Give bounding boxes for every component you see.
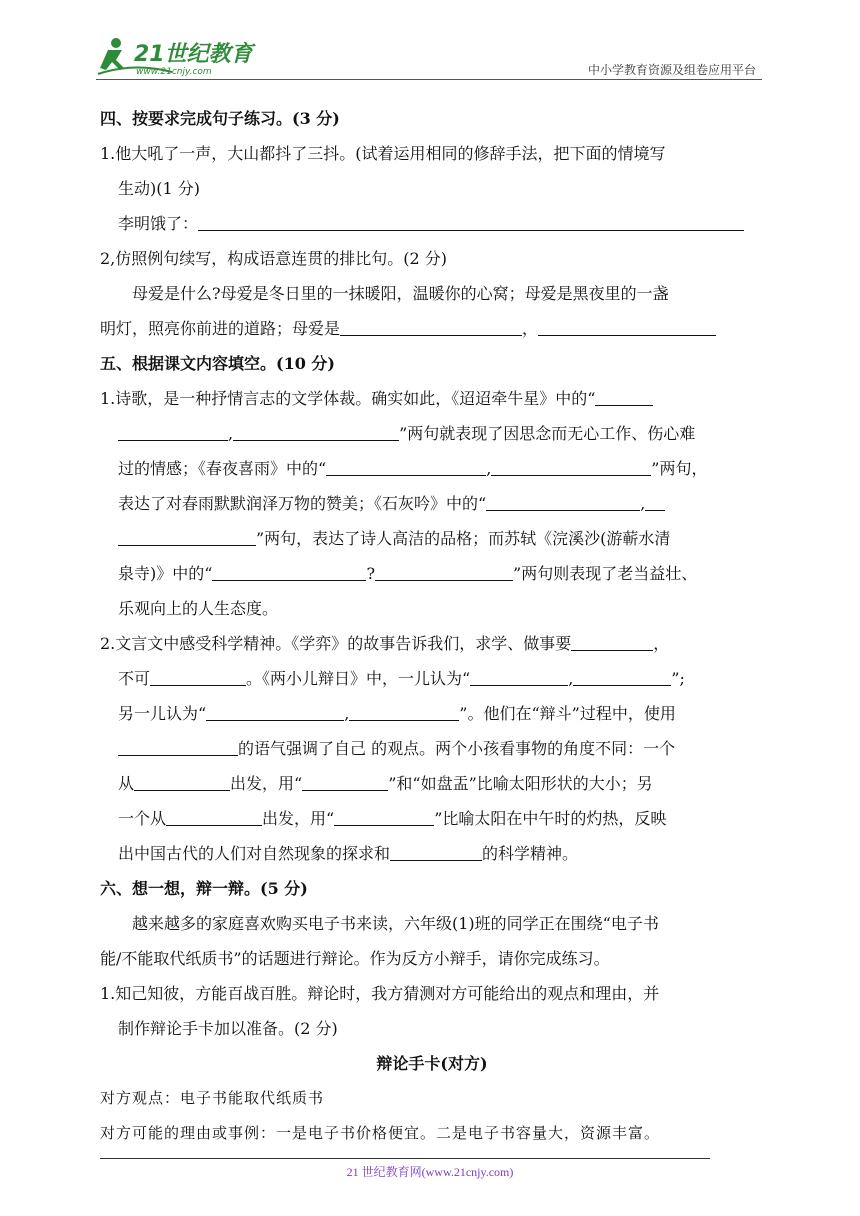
answer-blank[interactable] bbox=[118, 523, 256, 546]
section-4-title: 四、按要求完成句子练习。(3 分) bbox=[100, 109, 340, 128]
answer-blank[interactable] bbox=[595, 383, 653, 406]
sec5-q2-line7: 出中国古代的人们对自然现象的探求和 的科学精神。 bbox=[100, 836, 764, 871]
answer-blank[interactable] bbox=[491, 453, 651, 476]
answer-blank[interactable] bbox=[573, 663, 671, 686]
sec5-q1-line1: 1.诗歌，是一种抒情言志的文学体裁。确实如此，《迢迢牵牛星》中的“ bbox=[100, 381, 764, 416]
sec5-q2-line5: 从 出发，用“ ”和“如盘盂”比喻太阳形状的大小；另 bbox=[100, 766, 764, 801]
site-logo bbox=[94, 34, 264, 80]
header-divider bbox=[96, 79, 762, 80]
answer-blank[interactable] bbox=[233, 418, 399, 441]
sec5-q2-line2: 不可 。《两小儿辩日》中，一儿认为“ , ”; bbox=[100, 661, 764, 696]
sec5-q1-line7: 乐观向上的人生态度。 bbox=[118, 599, 279, 618]
answer-blank[interactable] bbox=[340, 313, 522, 336]
footer-divider bbox=[100, 1158, 710, 1159]
sec5-q1-line5: ”两句，表达了诗人高洁的品格；而苏轼《浣溪沙(游蕲水清 bbox=[100, 521, 764, 556]
sec5-q2-line3: 另一儿认为“ , ”。他们在“辩斗”过程中，使用 bbox=[100, 696, 764, 731]
answer-blank[interactable] bbox=[150, 663, 246, 686]
answer-blank[interactable] bbox=[571, 628, 653, 651]
sec5-q2-line6: 一个从 出发，用“ ”比喻太阳在中午时的灼热，反映 bbox=[100, 801, 764, 836]
answer-blank[interactable] bbox=[390, 838, 482, 861]
page-content bbox=[100, 101, 764, 1151]
sec5-q1-line4: 表达了对春雨默默润泽万物的赞美；《石灰吟》中的“ , bbox=[100, 486, 764, 521]
answer-blank[interactable] bbox=[134, 768, 230, 791]
sec6-intro-line2: 能/不能取代纸质书”的话题进行辩论。作为反方小辩手，请你完成练习。 bbox=[100, 949, 610, 968]
answer-blank[interactable] bbox=[166, 803, 262, 826]
sec4-q1-line2: 生动)(1 分) bbox=[118, 179, 200, 198]
sec5-q2-line4: 的语气强调了自己 的观点。两个小孩看事物的角度不同：一个 bbox=[100, 731, 764, 766]
sec6-intro-line1: 越来越多的家庭喜欢购买电子书来读，六年级(1)班的同学正在围绕“电子书 bbox=[132, 914, 659, 933]
sec4-q2-line: 2,仿照例句续写，构成语意连贯的排比句。(2 分) bbox=[100, 249, 448, 268]
footer-text: 21 世纪教育网(www.21cnjy.com) bbox=[346, 1165, 514, 1179]
debate-card-viewpoint: 对方观点：电子书能取代纸质书 bbox=[100, 1089, 325, 1107]
sec6-q1-line1: 1.知己知彼，方能百战百胜。辩论时，我方猜测对方可能给出的观点和理由，并 bbox=[100, 984, 660, 1003]
sec4-q2-example-line2: 明灯，照亮你前进的道路；母爱是 ， bbox=[100, 311, 764, 346]
answer-blank[interactable] bbox=[206, 698, 344, 721]
sec5-q2-line1: 2.文言文中感受科学精神。《学弈》的故事告诉我们，求学、做事要 ， bbox=[100, 626, 764, 661]
answer-blank[interactable] bbox=[538, 313, 716, 336]
sec5-q1-line6: 泉寺)》中的“ ? ”两句则表现了老当益壮、 bbox=[100, 556, 764, 591]
debate-card-reason: 对方可能的理由或事例：一是电子书价格便宜。二是电子书容量大，资源丰富。 bbox=[100, 1124, 661, 1142]
sec5-q1-line3: 过的情感；《春夜喜雨》中的“ , ”两句， bbox=[100, 451, 764, 486]
answer-blank[interactable] bbox=[334, 803, 434, 826]
answer-blank[interactable] bbox=[486, 488, 640, 511]
answer-blank[interactable] bbox=[375, 558, 513, 581]
section-5-title: 五、根据课文内容填空。(10 分) bbox=[100, 354, 335, 373]
answer-blank[interactable] bbox=[198, 208, 744, 231]
answer-blank[interactable] bbox=[326, 453, 486, 476]
svg-text:21世纪教育: 21世纪教育 bbox=[134, 42, 253, 67]
answer-blank[interactable] bbox=[302, 768, 388, 791]
header-platform-text: 中小学教育资源及组卷应用平台 bbox=[587, 63, 756, 77]
sec4-q1-line1: 1.他大吼了一声，大山都抖了三抖。(试着运用相同的修辞手法，把下面的情境写 bbox=[100, 144, 666, 163]
sec4-q1-prompt: 李明饿了： bbox=[118, 214, 199, 233]
answer-blank[interactable] bbox=[118, 733, 238, 756]
svg-text:www.21cnjy.com: www.21cnjy.com bbox=[136, 67, 212, 77]
sec6-q1-line2: 制作辩论手卡加以准备。(2 分) bbox=[118, 1019, 338, 1038]
answer-blank[interactable] bbox=[212, 558, 366, 581]
sec5-q1-line2: , ”两句就表现了因思念而无心工作、伤心难 bbox=[100, 416, 764, 451]
sec4-q2-example-line1: 母爱是什么?母爱是冬日里的一抹暖阳，温暖你的心窝；母爱是黑夜里的一盏 bbox=[132, 284, 669, 303]
debate-card-title: 辩论手卡(对方) bbox=[376, 1054, 488, 1073]
answer-blank[interactable] bbox=[118, 418, 228, 441]
answer-blank[interactable] bbox=[645, 488, 665, 511]
section-6-title: 六、想一想，辩一辩。(5 分) bbox=[100, 879, 308, 898]
answer-blank[interactable] bbox=[470, 663, 568, 686]
sec4-q1-answer-line bbox=[100, 206, 764, 241]
answer-blank[interactable] bbox=[349, 698, 459, 721]
